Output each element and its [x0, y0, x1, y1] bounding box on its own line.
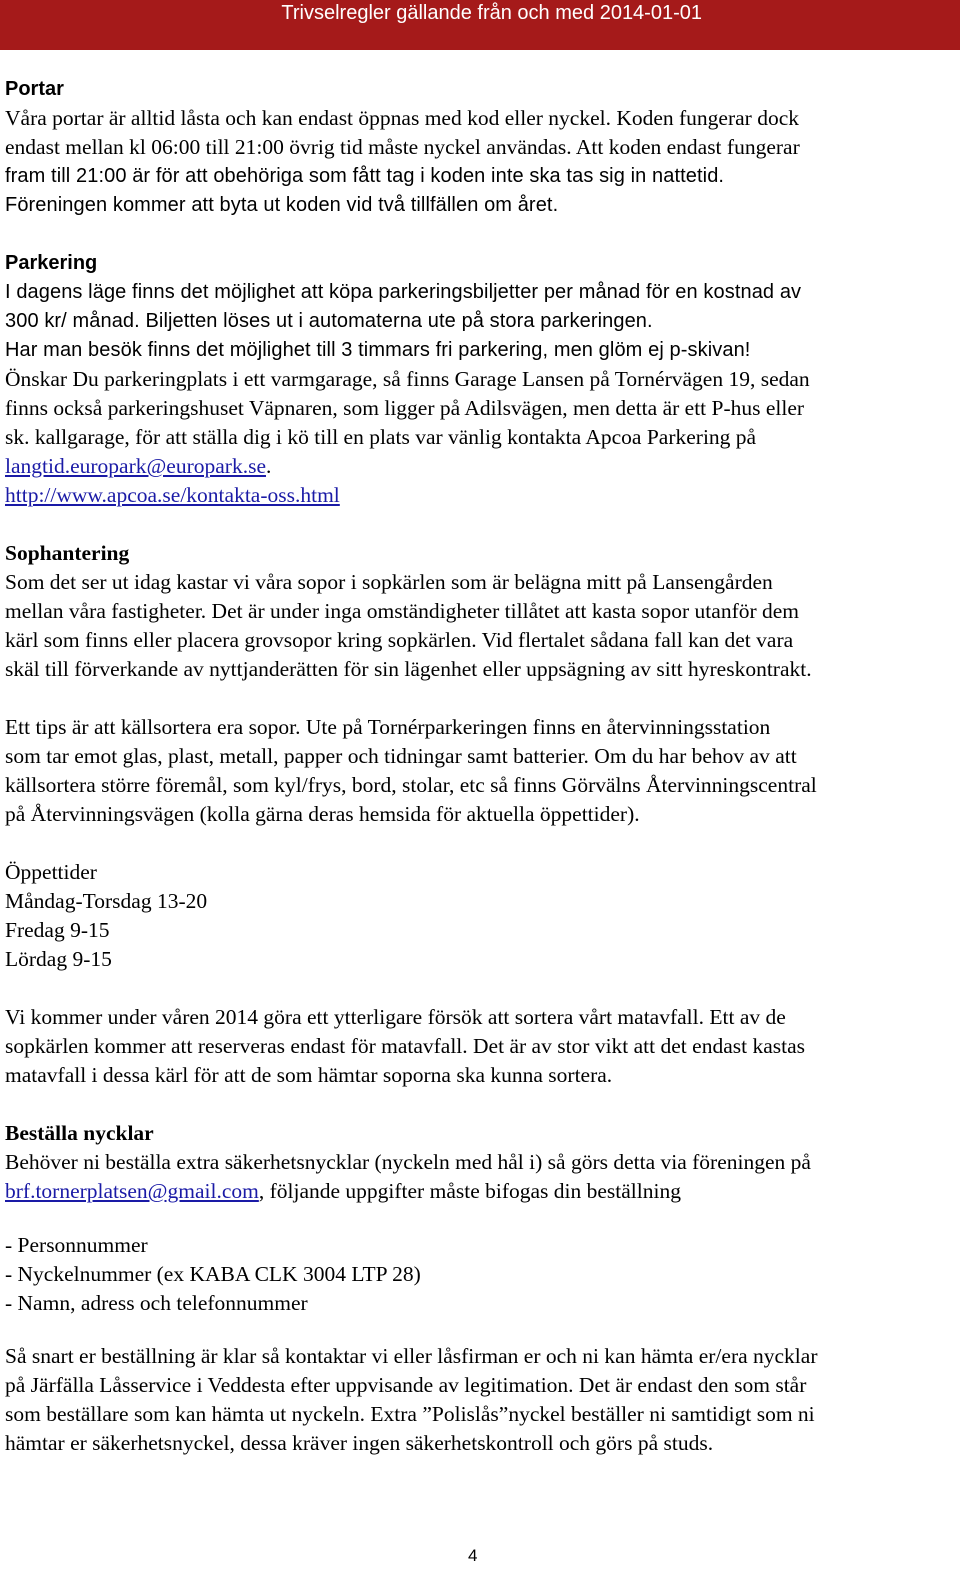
soph-p3-line-3: matavfall i dessa kärl för att de som hämtar soporna ska kunna sortera. [5, 1063, 613, 1087]
soph-p2-line-4: på Återvinningsvägen (kolla gärna deras hemsida för aktuella öppettider). [5, 802, 640, 826]
nycklar-line-1: Behöver ni beställa extra säkerhetsnycklar (nyckeln med hål i) så görs detta via föreningen på [5, 1150, 811, 1174]
parkering-line-6: sk. kallgarage, för att ställa dig i kö till en plats var vänlig kontakta Apcoa Parkering på [5, 425, 757, 449]
parkering-line-2: 300 kr/ månad. Biljetten löses ut i automaterna ute på stora parkeringen. [5, 310, 653, 332]
portar-line-2: endast mellan kl 06:00 till 21:00 övrig tid måste nyckel användas. Att koden endast fungerar [5, 135, 800, 159]
page-header-banner [0, 0, 960, 50]
soph-p1-line-4: skäl till förverkande av nyttjanderätten för sin lägenhet eller uppsägning av sitt hyreskontrakt. [5, 657, 812, 681]
nycklar-para-line-4: hämtar er säkerhetsnyckel, dessa kräver ingen säkerhetskontroll och görs på studs. [5, 1431, 714, 1455]
nycklar-para-line-2: på Järfälla Låsservice i Veddesta efter uppvisande av legitimation. Det är endast den som står [5, 1373, 807, 1397]
nycklar-line-2 [5, 1177, 955, 1206]
parkering-email-line [5, 452, 955, 481]
apcoa-web-link[interactable]: http://www.apcoa.se/kontakta-oss.html [5, 483, 340, 507]
section-sophantering [5, 539, 955, 1090]
tornerplatsen-email-link[interactable]: brf.tornerplatsen@gmail.com [5, 1179, 259, 1203]
soph-p2-line-1: Ett tips är att källsortera era sopor. Ute på Tornérparkeringen finns en återvinningsstation [5, 715, 771, 739]
soph-p3-line-2: sopkärlen kommer att reserveras endast för matavfall. Det är av stor vikt att det endast kastas [5, 1034, 805, 1058]
heading-nycklar: Beställa nycklar [5, 1121, 154, 1145]
soph-p1-line-2: mellan våra fastigheter. Det är under inga omständigheter tillåtet att kasta sopor utanför dem [5, 599, 800, 623]
parkering-line-5: finns också parkeringshuset Väpnaren, som ligger på Adilsvägen, men detta är ett P-hus eller [5, 396, 805, 420]
europark-email-link[interactable]: langtid.europark@europark.se [5, 454, 266, 478]
hours-sat: Lördag 9-15 [5, 947, 112, 971]
nycklar-para-line-1: Så snart er beställning är klar så kontaktar vi eller låsfirman er och ni kan hämta er/era nycklar [5, 1344, 818, 1368]
soph-p2-line-2: som tar emot glas, plast, metall, papper och tidningar samt batterier. Om du har behov av att [5, 744, 797, 768]
nycklar-line-2-suffix: , följande uppgifter måste bifogas din beställning [258, 1179, 681, 1203]
page-number: 4 [468, 1546, 478, 1565]
soph-p2-line-3: källsortera större föremål, som kyl/frys, bord, stolar, etc så finns Görvälns Återvinningscentral [5, 773, 817, 797]
list-item-namn: - Namn, adress och telefonnummer [5, 1291, 308, 1315]
soph-p1-line-1: Som det ser ut idag kastar vi våra sopor i sopkärlen som är belägna mitt på Lansengården [5, 570, 773, 594]
hours-fri: Fredag 9-15 [5, 918, 110, 942]
heading-portar: Portar [5, 78, 64, 100]
soph-p3-line-1: Vi kommer under våren 2014 göra ett ytterligare försök att sortera vårt matavfall. Ett av de [5, 1005, 786, 1029]
document-content [5, 75, 955, 1458]
header-title: Trivselregler gällande från och med 2014-01-01 [281, 2, 702, 24]
heading-sophantering: Sophantering [5, 541, 130, 565]
list-item-personnummer: - Personnummer [5, 1233, 148, 1257]
section-nycklar [5, 1119, 955, 1458]
soph-p1-line-3: kärl som finns eller placera grovsopor kring sopkärlen. Vid flertalet sådana fall kan det vara [5, 628, 794, 652]
portar-line-1: Våra portar är alltid låsta och kan endast öppnas med kod eller nyckel. Koden fungerar dock [5, 106, 800, 130]
parkering-line-4: Önskar Du parkeringplats i ett varmgarage, så finns Garage Lansen på Tornérvägen 19, sedan [5, 367, 810, 391]
nycklar-para-line-3: som beställare som kan hämta ut nyckeln. Extra ”Polislås”nyckel beställer ni samtidigt som ni [5, 1402, 815, 1426]
parkering-line-3: Har man besök finns det möjlighet till 3 timmars fri parkering, men glöm ej p-skivan! [5, 339, 751, 361]
hours-title: Öppettider [5, 860, 97, 884]
heading-parkering: Parkering [5, 252, 98, 274]
parkering-web-line [5, 481, 955, 510]
section-portar [5, 75, 955, 220]
portar-line-4: Föreningen kommer att byta ut koden vid två tillfällen om året. [5, 194, 559, 216]
section-parkering [5, 249, 955, 510]
hours-mon-thu: Måndag-Torsdag 13-20 [5, 889, 208, 913]
portar-line-3: fram till 21:00 är för att obehöriga som fått tag i koden inte ska tas sig in nattetid. [5, 165, 725, 187]
parkering-line-1: I dagens läge finns det möjlighet att köpa parkeringsbiljetter per månad för en kostnad av [5, 281, 802, 303]
email-period: . [265, 454, 272, 478]
list-item-nyckelnummer: - Nyckelnummer (ex KABA CLK 3004 LTP 28) [5, 1262, 421, 1286]
